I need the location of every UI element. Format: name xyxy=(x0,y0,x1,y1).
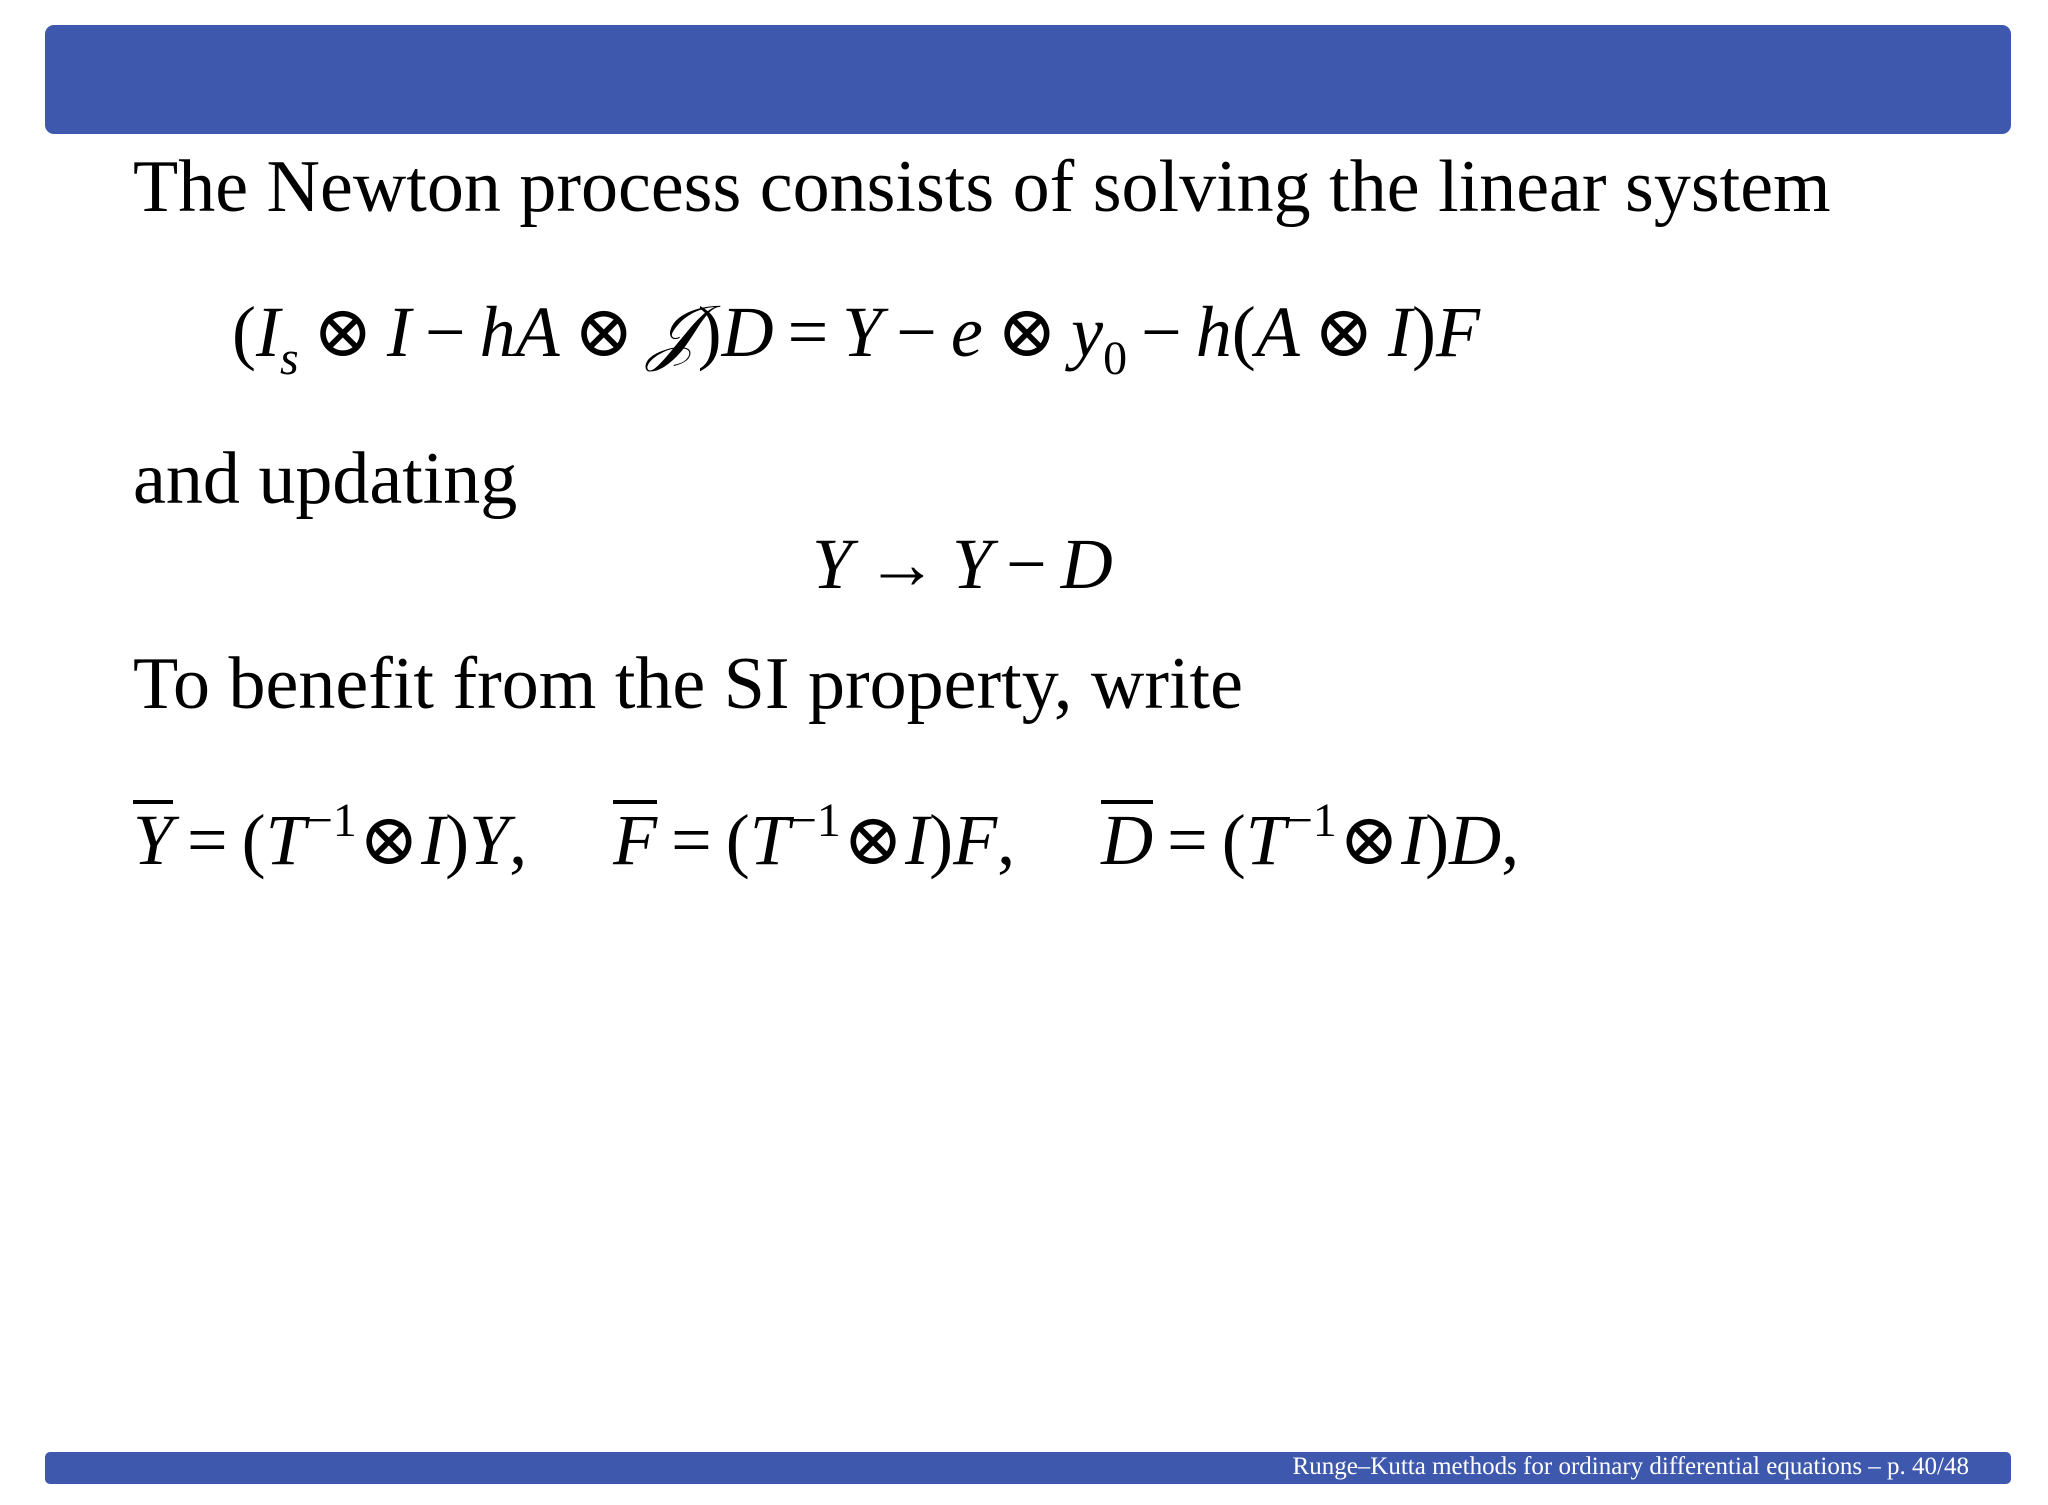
equation-update-y: Y → Y − D xyxy=(812,524,1113,604)
slide-header-bar xyxy=(45,25,2011,134)
slide-footer-bar xyxy=(45,1452,2011,1484)
equation-transformed-variables: $Y = (T^{-1}\otimes I)Y$, $F = (T^{-1}\otimes I)F$, $D = (T^{-1}\otimes I)D$, xyxy=(133,794,1520,880)
slide-text-and-updating: and updating xyxy=(133,438,518,520)
equation-newton-linear-system: ($I_s$ ⊗ I − hA ⊗ 𝒥)D = Y − e ⊗ $y_0 - h(A$ ⊗ I)F xyxy=(232,289,1480,385)
slide-text-newton-process: The Newton process consists of solving the linear system xyxy=(133,146,1831,228)
footer-title-page-number: Runge–Kutta methods for ordinary differential equations – p. 40/48 xyxy=(1292,1453,1969,1480)
slide-text-si-property: To benefit from the SI property, write xyxy=(133,643,1243,725)
